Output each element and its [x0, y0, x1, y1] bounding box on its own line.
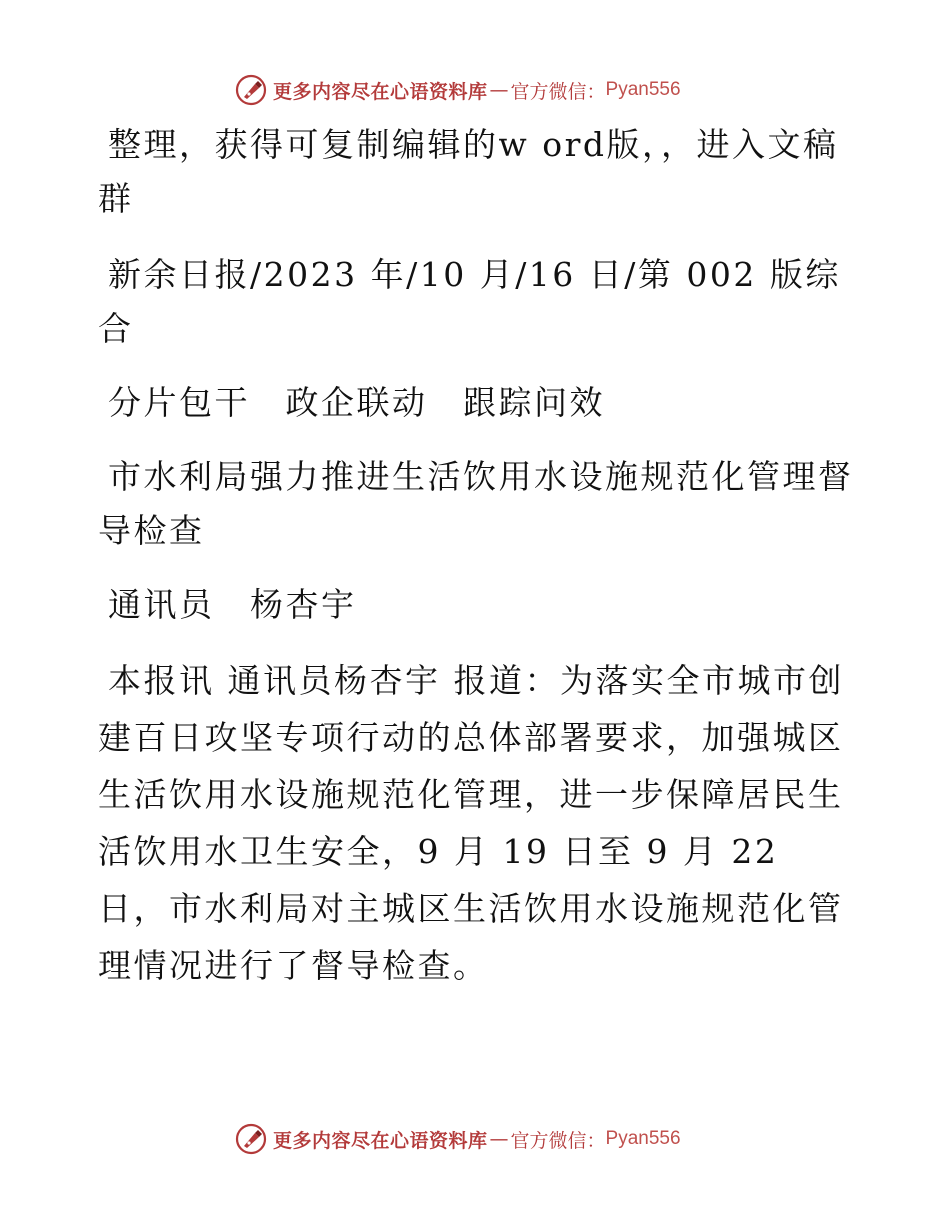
header-banner	[235, 72, 715, 108]
banner-wechat-id: Pyan556	[605, 1128, 681, 1149]
pen-nib-icon	[235, 1123, 267, 1155]
document-body	[98, 118, 858, 1014]
paragraph-intro: 整理，获得可复制编辑的w ord版，，进入文稿群	[98, 125, 839, 218]
banner-separator: —	[489, 1128, 509, 1150]
banner-text: 更多内容尽在心语资料库	[273, 1129, 488, 1152]
paragraph-source: 新余日报/2023 年/10 月/16 日/第 002 版综合	[98, 255, 841, 348]
paragraph-body: 本报讯 通讯员杨杏宇 报道：为落实全市城市创建百日攻坚专项行动的总体部署要求，加强城区生活饮用水设施规范化管理，进一步保障居民生活饮用水卫生安全，9 月 19 日至 9 月 22 日，市水利局对主城区生活饮用水设施规范化管理情况进行了督导检查。	[98, 661, 844, 985]
footer-banner	[235, 1121, 715, 1157]
paragraph-headline: 市水利局强力推进生活饮用水设施规范化管理督导检查	[98, 457, 854, 550]
banner-wechat-id: Pyan556	[605, 79, 681, 100]
banner-wechat-label: 官方微信：	[510, 1129, 606, 1152]
banner-text: 更多内容尽在心语资料库	[273, 80, 488, 103]
banner-separator: —	[489, 79, 509, 101]
paragraph-subtitle: 分片包干 政企联动 跟踪问效	[108, 383, 605, 422]
banner-wechat-label: 官方微信：	[510, 80, 606, 103]
paragraph-byline: 通讯员 杨杏宇	[108, 585, 357, 624]
pen-nib-icon	[235, 74, 267, 106]
